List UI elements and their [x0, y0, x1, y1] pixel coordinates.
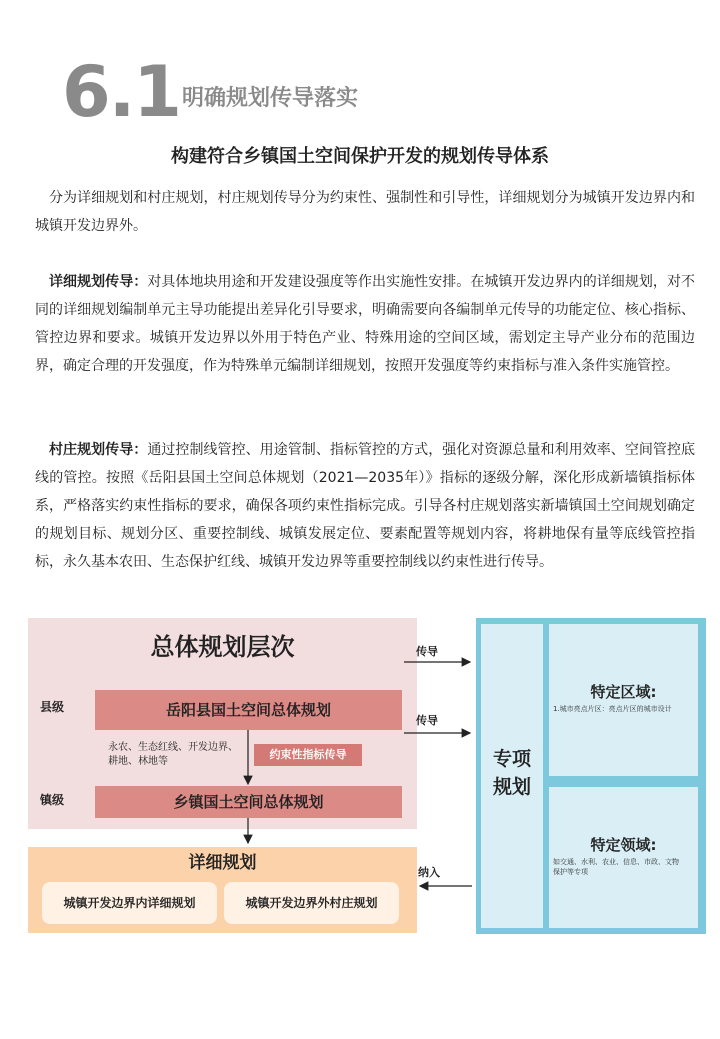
- village-plan-pill: 城镇开发边界外村庄规划: [224, 882, 399, 924]
- county-level-label: 县级: [40, 700, 65, 714]
- arrow-label-3: 纳入: [418, 866, 440, 879]
- specific-field-text-2: 保护等专项: [553, 868, 588, 876]
- tier-title: 总体规划层次: [150, 633, 295, 661]
- arrow-label-1: 传导: [416, 645, 438, 658]
- town-level-label: 镇级: [40, 793, 65, 807]
- note-line-2: 耕地、林地等: [108, 756, 168, 767]
- urban-detailed-plan-pill: 城镇开发边界内详细规划: [42, 882, 217, 924]
- specific-field-title: 特定领域:: [590, 836, 657, 854]
- special-plan-line-1: 专项: [492, 748, 531, 770]
- subtitle: 构建符合乡镇国土空间保护开发的规划传导体系: [171, 146, 549, 167]
- specific-zone-text: 1.城市亮点片区：亮点片区的城市设计: [553, 705, 672, 713]
- section-title: 明确规划传导落实: [182, 86, 359, 111]
- note-line-1: 永农、生态红线、开发边界、: [108, 742, 238, 753]
- town-plan-bar: 乡镇国土空间总体规划: [95, 786, 402, 818]
- detailed-plan-title: 详细规划: [188, 853, 257, 873]
- special-plan-line-2: 规划: [492, 776, 531, 798]
- arrow-label-2: 传导: [416, 714, 438, 727]
- section-number: 6.1: [62, 51, 181, 133]
- detailed-lead: 详细规划传导：: [49, 274, 148, 290]
- specific-field-text-1: 如交通、水利、农业、信息、市政、文物: [553, 858, 679, 866]
- village-lead: 村庄规划传导：: [49, 442, 148, 458]
- constraint-indicator-tag: 约束性指标传导: [254, 744, 362, 766]
- detailed-text: 对具体地块用途和开发建设强度等作出实施性安排。在城镇开发边界内的详细规划，对不同的详细规划编制单元主导功能提出差异化引导要求，明确需要向各编制单元传导的功能定位、核心指标、管控边界和要求。城镇开发边界以外用于特色产业、特殊用途的空间区域，需划定主导产业分布的范围边界，确定合理的开发强度，作为特殊单元编制详细规划，按照开发强度等约束指标与准入条件实施管控。: [35, 274, 695, 374]
- village-text: 通过控制线管控、用途管制、指标管控的方式，强化对资源总量和利用效率、空间管控底线的管控。按照《岳阳县国土空间总体规划（2021—2035年）》指标的逐级分解，深化形成新墙镇指标体系，严格落实约束性指标的要求，确保各项约束性指标完成。引导各村庄规划落实新墙镇国土空间规划确定的规划目标、规划分区、重要控制线、城镇发展定位、要素配置等规划内容，将耕地保有量等底线管控指标，永久基本农田、生态保护红线、城镇开发边界等重要控制线以约束性进行传导。: [35, 442, 695, 570]
- intro-text: 分为详细规划和村庄规划，村庄规划传导分为约束性、强制性和引导性，详细规划分为城镇开发边界内和城镇开发边界外。: [35, 190, 695, 234]
- specific-zone-title: 特定区域:: [590, 683, 657, 701]
- county-plan-bar: 岳阳县国土空间总体规划: [95, 690, 402, 730]
